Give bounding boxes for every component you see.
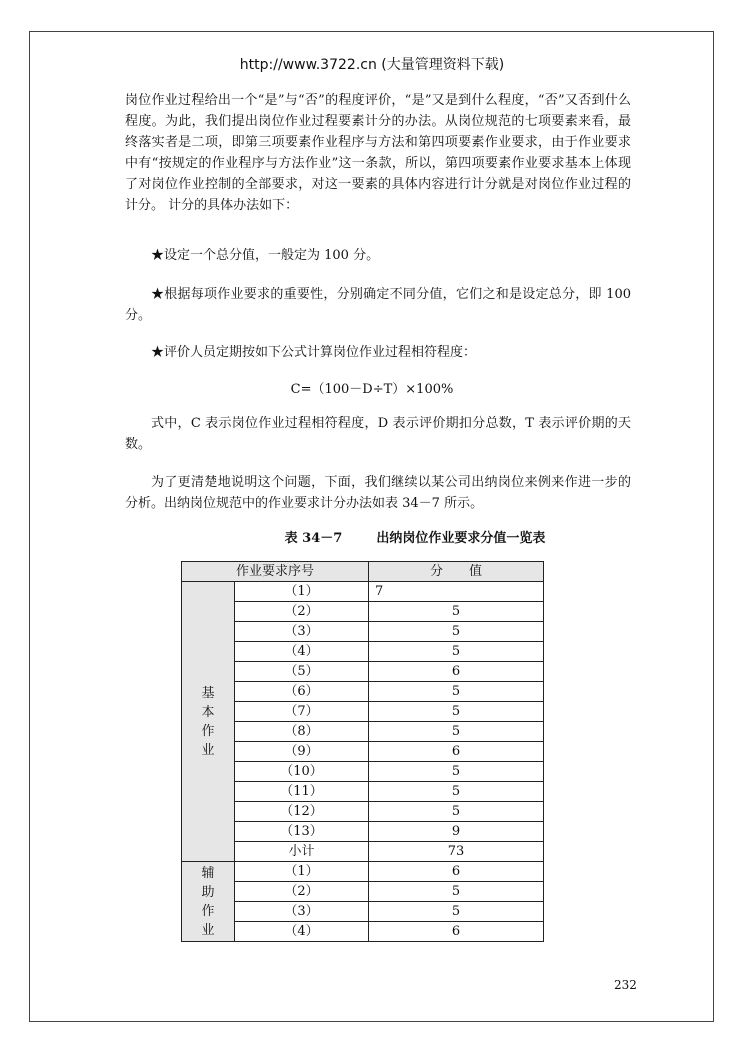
value-cell: 5	[369, 802, 544, 822]
value-cell: 5	[369, 762, 544, 782]
table-row-subtotal	[182, 842, 544, 862]
group-basic: 基本作业	[182, 582, 235, 862]
table-row	[182, 642, 544, 662]
seq-cell: （11）	[235, 782, 369, 802]
seq-cell: （1）	[235, 862, 369, 882]
value-cell: 5	[369, 602, 544, 622]
table-row	[182, 782, 544, 802]
header-seq: 作业要求序号	[182, 562, 369, 582]
seq-cell: （2）	[235, 882, 369, 902]
table-row	[182, 602, 544, 622]
value-cell: 7	[369, 582, 544, 602]
bullet-total-score: ★设定一个总分值，一般定为 100 分。	[151, 248, 380, 263]
table-row	[182, 582, 544, 602]
table-row	[182, 882, 544, 902]
page-number: 232	[614, 978, 637, 992]
value-cell: 5	[369, 642, 544, 662]
seq-cell: （6）	[235, 682, 369, 702]
table-row	[182, 802, 544, 822]
table-row	[182, 762, 544, 782]
formula: C=（100－D÷T）×100%	[290, 382, 454, 397]
table-row	[182, 902, 544, 922]
table-row	[182, 862, 544, 882]
table-row	[182, 722, 544, 742]
seq-cell: （3）	[235, 902, 369, 922]
value-cell: 6	[369, 662, 544, 682]
value-cell: 9	[369, 822, 544, 842]
group-aux: 辅助作业	[182, 862, 235, 942]
table-row	[182, 662, 544, 682]
paragraph-intro: 岗位作业过程给出一个“是”与“否”的程度评价，“是”又是到什么程度，“否”又否到什么程度。为此，我们提出岗位作业过程要素计分的办法。从岗位规范的七项要素来看，最终落实者是二项，即第三项要素作业程序与方法和第四项要素作业要求，由于作业要求中有“按规定的作业程序与方法作业”这一条款，所以，第四项要素作业要求基本上体现了对岗位作业控制的全部要求，对这一要素的具体内容进行计分就是对岗位作业过程的计分。 计分的具体办法如下：	[125, 93, 631, 213]
table-row	[182, 682, 544, 702]
seq-cell: （5）	[235, 662, 369, 682]
seq-cell: （7）	[235, 702, 369, 722]
header-value: 分 值	[369, 562, 544, 582]
seq-cell: （4）	[235, 642, 369, 662]
value-cell: 5	[369, 782, 544, 802]
table-row	[182, 702, 544, 722]
seq-cell: （12）	[235, 802, 369, 822]
seq-cell: （13）	[235, 822, 369, 842]
seq-cell: （9）	[235, 742, 369, 762]
value-cell: 6	[369, 922, 544, 942]
table-header-row	[182, 562, 544, 582]
table-caption	[0, 527, 744, 546]
seq-cell: （1）	[235, 582, 369, 602]
table-caption-title: 出纳岗位作业要求分值一览表	[376, 531, 546, 546]
seq-cell: （4）	[235, 922, 369, 942]
header-url[interactable]: http://www.3722.cn (大量管理资料下载)	[239, 57, 505, 73]
seq-cell: （8）	[235, 722, 369, 742]
table-row	[182, 822, 544, 842]
seq-cell: （2）	[235, 602, 369, 622]
bullet-formula-intro: ★评价人员定期按如下公式计算岗位作业过程相符程度：	[151, 345, 477, 360]
seq-cell: （3）	[235, 622, 369, 642]
value-cell: 6	[369, 742, 544, 762]
bullet-weights: ★根据每项作业要求的重要性，分别确定不同分值，它们之和是设定总分，即 100 分。	[125, 287, 631, 323]
value-cell: 5	[369, 682, 544, 702]
table-row	[182, 922, 544, 942]
score-table	[181, 561, 544, 942]
table-row	[182, 622, 544, 642]
value-cell: 5	[369, 622, 544, 642]
value-cell: 5	[369, 722, 544, 742]
table-row	[182, 742, 544, 762]
seq-cell: （10）	[235, 762, 369, 782]
value-cell: 6	[369, 862, 544, 882]
value-cell: 5	[369, 882, 544, 902]
value-cell: 5	[369, 702, 544, 722]
table-caption-number: 表 34－7	[284, 531, 343, 546]
value-cell: 73	[369, 842, 544, 862]
seq-cell: 小计	[235, 842, 369, 862]
paragraph-formula-explain: 式中，C 表示岗位作业过程相符程度，D 表示评价期扣分总数，T 表示评价期的天数。	[125, 416, 631, 452]
value-cell: 5	[369, 902, 544, 922]
paragraph-example: 为了更清楚地说明这个问题，下面，我们继续以某公司出纳岗位来例来作进一步的分析。出纳岗位规范中的作业要求计分办法如表 34－7 所示。	[125, 475, 631, 511]
